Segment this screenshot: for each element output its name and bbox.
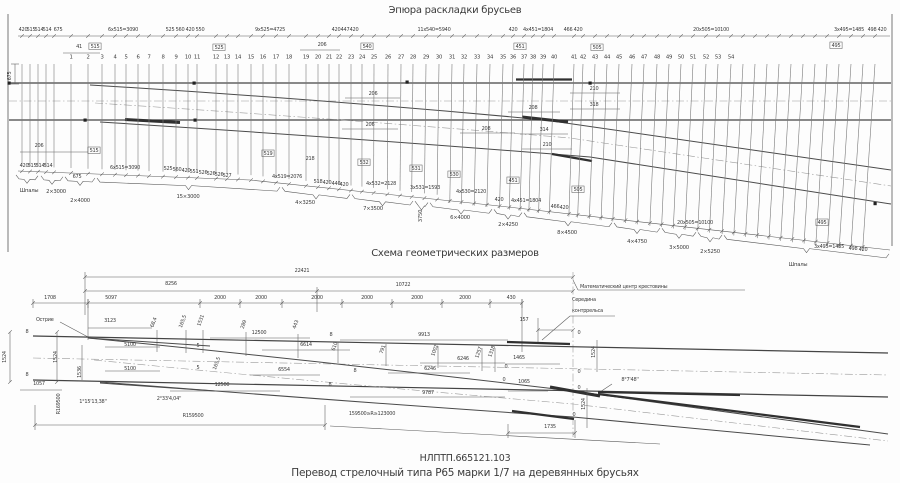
dim-label: 0 [572,412,576,418]
sleeper-line [520,64,524,211]
dim-label: 505 [573,187,583,193]
dim-label: 675 [72,174,82,180]
dim-label: 514 [34,27,44,33]
sleeper-number: 48 [653,54,661,61]
group-label: 2×5250 [700,249,720,255]
dim-label: 420 [185,27,195,33]
dim-label: 466 [550,204,560,210]
dim-label: 5 [196,343,200,349]
dim-label: 1531 [196,314,206,328]
dim-label: 1524 [581,398,587,410]
sleeper-number: 47 [640,54,648,61]
dim-label: 6x515=3090 [107,27,139,33]
bottom-dim-chain [18,171,890,250]
dim-label: 68,4 [149,316,159,329]
sleeper-line [539,64,543,213]
sleeper-number: 10 [184,54,192,61]
dim-label: 4x530=2120 [455,189,487,195]
dim-label: 159500≥R≥123000 [348,411,396,417]
dim-label: 447 [340,27,350,33]
group-label: 8×4500 [557,230,577,236]
group-brace [698,232,722,241]
sleeper-number: 3 [100,54,104,61]
dim-label: 9787 [422,390,434,396]
dim-label: 514 [35,163,45,169]
dim-label: 11x540=5940 [417,27,451,33]
group-brace [614,223,660,234]
dim-label: 420 [508,27,518,33]
dim-label: 560 [172,167,182,173]
sleeper-line [487,64,490,207]
sleeper-number: 15 [247,54,255,61]
dim-label: 2000 [255,295,267,301]
dim-label: 498 [867,27,877,33]
dim-label: 5100 [124,366,136,372]
dim-label: 6246 [457,356,469,362]
sleeper-number: 8 [161,54,165,61]
dim-label: 515 [27,163,37,169]
dim-label: 5 [196,365,200,371]
sleeper-number: 34 [486,54,494,61]
dim-label: 8256 [165,281,177,287]
dim-label: 6x515=3090 [109,165,141,171]
dim-label: 210 [542,142,552,148]
dim-label: 550 [195,27,205,33]
sleeper-line [685,64,693,230]
dim-label: 2000 [361,295,373,301]
dim-label: 165,5 [212,356,223,371]
dim-label: 420 [18,27,28,33]
dim-label: 9913 [418,332,430,338]
dim-label: 466 [563,27,573,33]
sleeper-number: 52 [702,54,710,61]
sleeper-line [698,64,706,231]
dim-label: 20x505=10100 [693,27,729,33]
sleeper-number: 1 [69,54,73,61]
sleeper-line [578,64,583,217]
dim-label: 1002 [430,344,440,358]
dim-label: 206 [34,143,44,149]
group-label: Шпалы [788,262,808,268]
sleeper-line [529,64,533,212]
group-label: 7×3500 [363,206,383,212]
dim-label: 420 [877,27,887,33]
dim-label: 8 [328,382,332,388]
dim-label: 3x495=1485 [813,244,845,250]
dim-label: 420 [331,27,341,33]
dim-label: R169500 [56,393,62,415]
dim-label: 5097 [105,295,117,301]
sleeper-line [781,64,791,241]
dim-label: 498 [848,246,858,252]
dim-label: 0 [577,330,581,336]
dim-label: 675 [53,27,63,33]
dim-label: 514 [43,163,53,169]
sleeper-number: 50 [677,54,685,61]
dim-label: 3x495=1485 [833,27,865,33]
sleeper-number: 53 [714,54,722,61]
sleeper-number: 13 [223,54,231,61]
dim-label: 6614 [300,342,312,348]
sleeper-number: 32 [460,54,468,61]
sleeper-number: 49 [665,54,673,61]
dim-label: 206 [317,42,327,48]
sleeper-line [851,64,863,249]
group-label: 2×3000 [46,189,66,195]
dim-label: 1°15'13,38'' [79,399,107,405]
group-label: 6×4000 [450,215,470,221]
dim-label: 526 [198,170,208,176]
dim-label: 218 [305,156,315,162]
dim-label: 0 [502,377,506,383]
dim-label: 4x451=1804 [510,198,542,204]
dim-label: 0 [577,369,581,375]
group-brace [415,201,428,210]
sleeper-number: 37 [520,54,528,61]
group-brace [352,195,413,206]
sleeper-number: 19 [302,54,310,61]
dim-label: 560 [175,27,185,33]
sleeper-line [804,64,815,244]
dim-label: 420 [494,197,504,203]
dim-label: 1708 [44,295,56,301]
dim-label: 8 [25,329,29,335]
dim-label: 6554 [278,367,290,373]
sleeper-number: 5 [124,54,128,61]
dim-label: 526 [206,171,216,177]
counter-rail-branch [552,154,592,161]
dim-label: 3x531=1593 [409,185,441,191]
epure-generated [7,27,889,268]
dim-label: Середина [572,297,596,303]
dim-label: 8 [329,332,333,338]
dim-label: 551 [189,169,199,175]
sleeper-line [709,64,718,233]
sleeper-number: 54 [727,54,735,61]
dim-label: 1318 [487,345,497,359]
doc-number: НЛПТП.665121.103 [419,453,511,464]
group-label: 15×3000 [176,194,200,200]
dim-label: 8 [353,368,357,374]
dim-label: 420 [349,27,359,33]
sleeper-line [662,64,669,227]
group-label: 4×4750 [627,239,647,245]
dim-label: 3123 [104,318,116,324]
dim-label: 1536 [77,366,83,378]
dim-label: 525 [163,166,173,172]
dim-label: 420 [322,180,332,186]
dim-label: 12500 [251,330,267,336]
group-label: Шпалы [19,188,39,194]
dim-label: 1257 [474,346,484,360]
dim-label: 1735 [544,424,556,430]
branch-rail-bottom [100,122,891,204]
dim-label: 515 [26,27,36,33]
dim-label: 6246 [424,366,436,372]
dim-label: 10722 [395,282,411,288]
dim-label: 420 [858,247,868,253]
scheme-counter-rail-bottom [512,411,574,419]
sleeper-number: 14 [234,54,242,61]
sleeper-line [462,64,464,204]
dim-label: 514 [42,27,52,33]
sleeper-line [601,64,607,220]
sleeper-number: 41 [570,54,578,61]
dim-label: 505 [592,45,602,51]
dim-label: 527 [222,173,232,179]
sleeper-number: 46 [628,54,636,61]
sleeper-line [450,64,452,203]
dim-label: 206 [368,91,378,97]
dim-label: 12500 [214,382,230,388]
dim-label: 532 [359,160,369,166]
sleeper-line [437,64,439,195]
sleeper-number: 40 [550,54,558,61]
sleeper-number: 12 [212,54,220,61]
epure-title: Эпюра раскладки брусьев [388,5,522,16]
sleeper-line [734,64,743,235]
dim-label: Математический центр крестовины [580,284,668,290]
dim-label: 525 [165,27,175,33]
group-label: 2×4250 [498,222,518,228]
dim-label: 4x519=2076 [271,174,303,180]
sleeper-line [769,64,779,240]
dim-label: 420 [339,182,349,188]
sleeper-number: 38 [529,54,537,61]
sleeper-number: 42 [579,54,587,61]
dim-label: 22421 [294,268,310,274]
dim-label: 4x451=1804 [522,27,554,33]
dim-label: 210 [589,86,599,92]
sleeper-line [625,64,632,223]
dim-label: 420 [181,168,191,174]
sleeper-number: 20 [314,54,322,61]
sleeper-number: 9 [174,54,178,61]
group-label: 3750 [418,209,424,223]
sleeper-number: 17 [272,54,280,61]
sleeper-line [509,64,513,210]
sleeper-line [569,64,574,216]
sleeper-number: 33 [473,54,481,61]
dim-label: 1524 [591,346,597,358]
dim-label: 515 [89,148,99,154]
sleeper-number: 35 [499,54,507,61]
dim-label: 289 [239,319,249,330]
sleeper-line [792,64,803,242]
group-brace [282,187,350,199]
group-brace [41,176,63,184]
sleeper-number: 16 [259,54,267,61]
dim-label: 208 [481,126,491,132]
sleeper-line [637,64,644,224]
sleeper-line [650,64,657,226]
dim-label: 8 [25,372,29,378]
sleeper-line [839,64,851,248]
dim-label: 2000 [214,295,226,301]
dim-label: 2000 [311,295,323,301]
dim-label: 9x525=4725 [254,27,286,33]
dim-label: 519 [263,151,273,157]
sleeper-number: 11 [193,54,201,61]
sleeper-number: 39 [539,54,547,61]
sleeper-number: 27 [397,54,405,61]
sleeper-number: 51 [689,54,697,61]
sleeper-number: 2 [86,54,90,61]
dim-label: 2000 [459,295,471,301]
dim-label: 0 [504,364,508,370]
sleeper-number: 44 [603,54,611,61]
sleeper-number: 7 [147,54,151,61]
dim-label: 4x532=2128 [365,181,397,187]
dim-label: 2000 [411,295,423,301]
crossing-rail-straight [598,392,740,395]
sleeper-line [613,64,619,222]
group-brace [494,209,522,219]
scheme-generated [2,268,668,435]
dim-label: контррельса [572,308,603,314]
dim-label: 525 [214,45,224,51]
sleeper-line [863,64,875,250]
sleeper-number: 45 [615,54,623,61]
scheme-straight-rail-top [33,336,888,353]
sleeper-line [474,64,477,206]
dim-label: 451 [515,44,525,50]
sleeper-line [828,64,839,246]
sleeper-line [500,64,503,208]
sleeper-number: 43 [591,54,599,61]
branch-rail-top [90,85,891,170]
dim-label: 0 [577,385,581,391]
dim-label: 515 [90,44,100,50]
dim-label: 495 [831,43,841,49]
dim-label: 208 [528,105,538,111]
group-brace [662,228,696,238]
dim-label: 675 [7,71,13,81]
dim-label: 314 [539,127,549,133]
sleeper-number: 24 [358,54,366,61]
scheme-counter-rail-top [507,342,570,344]
sleeper-number: 21 [325,54,333,61]
dim-label: 157 [519,317,529,323]
dim-label: 1465 [513,355,525,361]
group-label: 4×3250 [295,200,315,206]
dim-label: 530 [449,172,459,178]
dim-label: 5100 [124,342,136,348]
dim-label: 526 [214,172,224,178]
dim-label: R159500 [182,413,204,419]
dim-label: 451 [508,178,518,184]
group-brace [16,175,38,183]
sleeper-number: 29 [422,54,430,61]
sleeper-number: 4 [113,54,117,61]
sleeper-number: 26 [384,54,392,61]
sleeper-number: 18 [285,54,293,61]
dim-label: 165,5 [178,314,189,329]
sleeper-line [816,64,827,245]
dim-label: 1524 [53,351,59,363]
dim-label: 20x505=10100 [677,220,713,226]
dim-label: 41 [76,44,82,50]
group-label: 2×4000 [70,198,90,204]
dim-label: 1065 [518,379,530,385]
dim-label: 1057 [33,381,45,387]
dim-label: Острие [36,317,54,323]
dim-label: 1524 [2,351,8,363]
doc-title: Перевод стрелочный типа Р65 марки 1/7 на деревянных брусьях [291,467,639,479]
dim-label: 430 [506,295,516,301]
sleeper-line [722,64,731,234]
sleeper-number: 30 [435,54,443,61]
sleeper-line [549,64,554,214]
dim-label: 440 [331,181,341,187]
dim-label: 206 [365,122,375,128]
dim-label: 610 [330,341,340,352]
dim-label: 531 [411,166,421,172]
dim-label: 540 [362,44,372,50]
sleeper-number: 31 [448,54,456,61]
scheme-title: Схема геометрических размеров [371,248,539,259]
sleeper-number: 25 [370,54,378,61]
dim-label: 2°33'4,04'' [156,396,182,402]
sleeper-line [673,64,681,228]
dim-label: 8°7'48'' [621,377,639,383]
dim-label: 420 [19,163,29,169]
dim-label: 443 [291,319,301,330]
dim-label: 518 [313,179,323,185]
sleeper-number: 22 [335,54,343,61]
dim-label: 420 [573,27,583,33]
dim-label: 420 [559,205,569,211]
group-label: 3×5000 [669,245,689,251]
dim-label: 495 [817,220,827,226]
dim-label: 791 [378,344,388,355]
scheme-diagram [10,272,888,445]
sleeper-number: 36 [509,54,517,61]
sleeper-number: 6 [136,54,140,61]
sleeper-number: 28 [409,54,417,61]
dim-label: 318 [589,102,599,108]
sleeper-number: 23 [347,54,355,61]
